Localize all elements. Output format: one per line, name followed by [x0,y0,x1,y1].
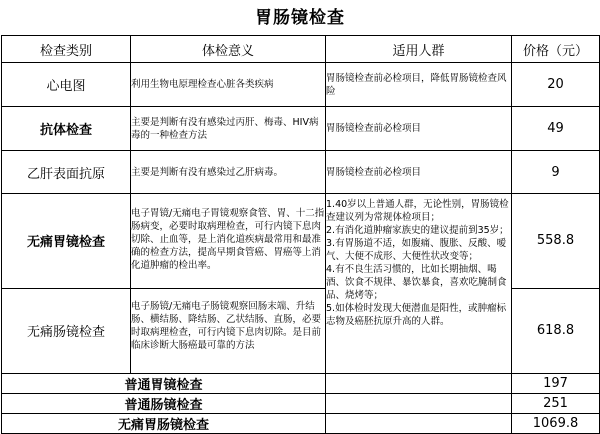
row-empty-cell [326,374,512,394]
header-category: 检查类别 [2,36,131,63]
row-desc [131,194,326,289]
row-price: 558.8 [512,194,600,289]
header-audience: 适用人群 [326,36,512,63]
row-name: 抗体检查 [2,107,131,151]
table-row [2,374,600,394]
row-name: 普通胃镜检查 [2,374,326,394]
row-price: 49 [512,107,600,151]
header-price: 价格（元） [512,36,600,63]
row-name: 普通肠镜检查 [2,394,326,414]
row-audience: 胃肠镜检查前必检项目 [326,151,512,194]
audience-item: 4.有不良生活习惯的，比如长期抽烟、喝酒、饮食不规律、暴饮暴食，喜欢吃腌制食品、烧烤等； [326,264,507,301]
table-row [2,414,600,434]
row-audience: 胃肠镜检查前必检项目 [326,107,512,151]
row-name: 无痛肠镜检查 [2,288,131,373]
row-desc: 主要是判断有没有感染过乙肝病毒。 [131,151,326,194]
row-desc: 利用生物电原理检查心脏各类疾病 [131,63,326,107]
row-price: 618.8 [512,288,600,373]
page-title: 胃肠镜检查 [255,8,345,28]
table-row [2,107,600,151]
row-name: 乙肝表面抗原 [2,151,131,194]
endoscopy-audience-cell [326,194,512,374]
row-price: 20 [512,63,600,107]
audience-item: 5.如体检时发现大便潜血是阳性，或肿瘤标志物及癌胚抗原升高的人群。 [326,303,507,327]
table-row [2,63,600,107]
row-empty-cell [326,414,512,434]
audience-item: 1.40岁以上普通人群，无论性别，胃肠镜检查建议列为常规体检项目； [326,199,509,223]
header-row [2,36,600,63]
row-audience: 胃肠镜检查前必检项目，降低胃肠镜检查风险 [326,63,512,107]
row-desc-text: 电子胃镜/无痛电子胃镜观察食管、胃、十二指肠病变，必要时取病理检查，可行内镜下息肉切除、止血等，是上消化道疾病最常用和最准确的检查方法，提高早期食管癌、胃癌等上消化道肿瘤的检出率。 [131,207,325,271]
exam-price-table [1,35,600,434]
row-price: 251 [512,394,600,414]
table-row [2,394,600,414]
row-desc [131,288,326,373]
table-row [2,194,600,289]
row-name: 心电图 [2,63,131,107]
row-price: 197 [512,374,600,394]
row-name: 无痛胃镜检查 [2,194,131,289]
audience-item: 2.有消化道肿瘤家族史的建议提前到35岁； [326,225,509,236]
header-significance: 体检意义 [131,36,326,63]
row-name: 无痛胃肠镜检查 [2,414,326,434]
row-price: 9 [512,151,600,194]
audience-item: 3.有胃肠道不适，如腹痛、腹胀、反酸、嗳气、大便不成形、大便性状改变等； [326,238,507,262]
row-price: 1069.8 [512,414,600,434]
table-row [2,151,600,194]
row-empty-cell [326,394,512,414]
row-desc-text: 电子肠镜/无痛电子肠镜观察回肠末端、升结肠、横结肠、降结肠、乙状结肠、直肠，必要时取病理检查，可行内镜下息肉切除。是目前临床诊断大肠癌最可靠的方法 [131,301,322,352]
row-desc: 主要是判断有没有感染过丙肝、梅毒、HIV病毒的一种检查方法 [131,107,326,151]
